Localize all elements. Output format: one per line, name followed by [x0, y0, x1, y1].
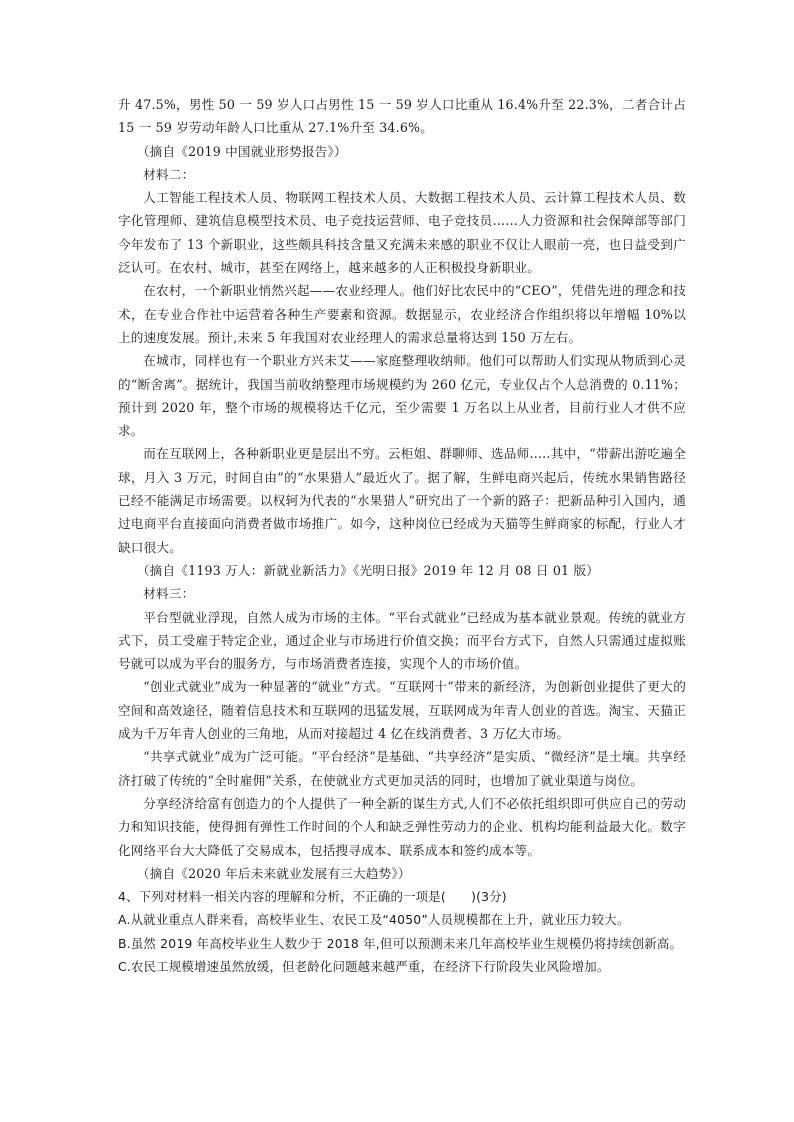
source-citation-3: （摘自《2020 年后未来就业发展有三大趋势》）	[136, 865, 411, 881]
source-citation-1: （摘自《2019 中国就业形势报告》）	[136, 143, 347, 159]
source-citation-2: （摘自《1193 万人：新就业新活力》《光明日报》2019 年 12 月 08 日 01 版）	[136, 562, 600, 578]
material2-paragraph: 人工智能工程技术人员、物联网工程技术人员、大数据工程技术人员、云计算工程技术人员、数字化管理师、建筑信息模型技术员、电子竞技运营师、电子竞技员……人力资源和社会保障部等部门今年发布了 13 个新职业，这些颇具科技含量又充满未来感的职业不仅让人眼前一亮，也日益受到广泛认可。在农村、城市，甚至在网络上，越来越多的人正积极投身新职业。	[118, 190, 686, 276]
question-4: 4、下列对材料一相关内容的理解和分析，不正确的一项是( )(3分)	[118, 889, 507, 905]
option-b: B.虽然 2019 年高校毕业生人数少于 2018 年,但可以预测未来几年高校毕业生规模仍将持续创新高。	[118, 935, 683, 951]
material3-paragraph: 分享经济给富有创造力的个人提供了一种全新的谋生方式,人们不必依托组织即可供应自己的劳动力和知识技能，使得拥有弹性工作时间的个人和缺乏弹性劳动力的企业、机构均能利益最大化。数字化网络平台大大降低了交易成本，包括搜寻成本、联系成本和签约成本等。	[118, 795, 686, 858]
material2-paragraph: 在城市，同样也有一个职业方兴未艾——家庭整理收纳师。他们可以帮助人们实现从物质到心灵的“断舍离”。据统计，我国当前收纳整理市场规模约为 260 亿元，专业仅占个人总消费的 0.11%；预计到 2020 年，整个市场的规模将达千亿元，至少需要 1 万名以上从业者，目前行业人才供不应求。	[118, 353, 686, 439]
material3-paragraph: “创业式就业”成为一种显著的“就业”方式。“互联网十”带来的新经济，为创新创业提供了更大的空间和高效途径，随着信息技术和互联网的迅猛发展，互联网成为年青人创业的首选。淘宝、天猫正成为千万年青人创业的三角地，从而对接超过 4 亿在线消费者、3 万亿大市场。	[118, 679, 686, 742]
material3-paragraph: 平台型就业浮现，自然人成为市场的主体。“平台式就业”已经成为基本就业景观。传统的就业方式下，员工受雇于特定企业，通过企业与市场进行价值交换；而平台方式下，自然人只需通过虚拟账号就可以成为平台的服务方，与市场消费者连接，实现个人的市场价值。	[118, 609, 686, 672]
material1-tail-paragraph: 升 47.5%，男性 50 一 59 岁人口占男性 15 一 59 岁人口比重从 16.4%升至 22.3%，二者合计占 15 一 59 岁劳动年龄人口比重从 27.1%升至 34.6%。	[118, 97, 686, 136]
material3-paragraph: “共享式就业”成为广泛可能。“平台经济”是基础、“共享经济”是实质、“微经济”是土壤。共享经济打破了传统的“全时雇佣”关系，在使就业方式更加灵活的同时，也增加了就业渠道与岗位。	[118, 749, 686, 788]
option-c: C.农民工规模增速虽然放缓，但老龄化问题越来越严重，在经济下行阶段失业风险增加。	[118, 958, 610, 974]
document-body	[118, 93, 686, 978]
material2-paragraph: 在农村，一个新职业悄然兴起——农业经理人。他们好比农民中的“CEO”，凭借先进的理念和技术，在专业合作社中运营着各种生产要素和资源。数据显示，农业经济合作组织将以年增幅 10%以上的速度发展。预计,未来 5 年我国对农业经理人的需求总量将达到 150 万左右。	[118, 283, 686, 345]
material2-paragraph: 而在互联网上，各种新职业更是层出不穷。云柜姐、群聊师、选品师.....其中，“带薪出游吃遍全球，月入 3 万元，时间自由”的“水果猎人”最近火了。据了解，生鲜电商兴起后，传统水果销售路径已经不能满足市场需要。以权轲为代表的“水果猎人”研究出了一个新的路子：把新品种引入国内，通过电商平台直接面向消费者做市场推广。如今，这种岗位已经成为天猫等生鲜商家的标配，行业人才缺口很大。	[118, 446, 686, 555]
material2-label: 材料二：	[143, 166, 195, 182]
option-a: A.从就业重点人群来看，高校毕业生、农民工及“4050”人员规模都在上升，就业压力较大。	[118, 912, 630, 928]
material3-label: 材料三：	[143, 586, 195, 602]
